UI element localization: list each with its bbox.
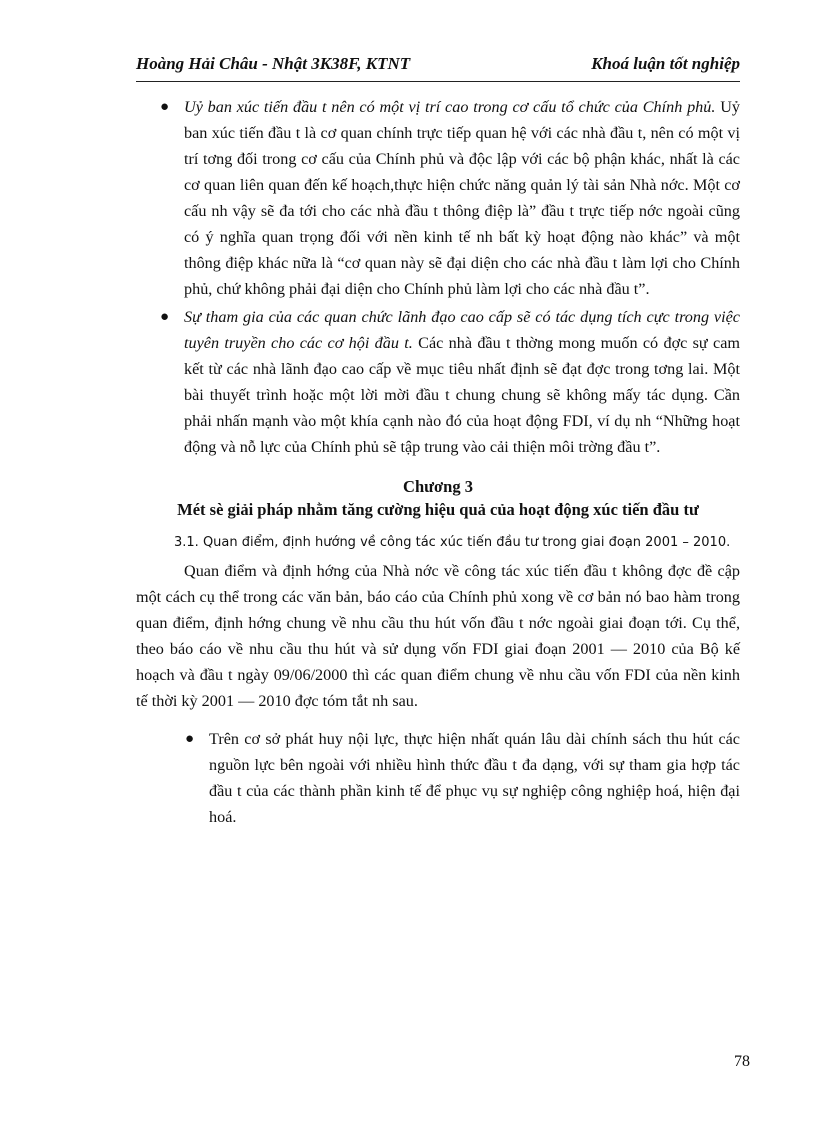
header-doc-type: Khoá luận tốt nghiệp	[591, 54, 740, 73]
bullet-icon: ●	[185, 731, 195, 747]
bullet-1-lead: Uỷ ban xúc tiến đầu t nên có một vị trí cao trong cơ cấu tổ chức của Chính phủ.	[184, 98, 716, 116]
bullet-3-text: Trên cơ sở phát huy nội lực, thực hiện nhất quán lâu dài chính sách thu hút các nguồn lực bên ngoài với nhiều hình thức đầu t đa dạng, với sự tham gia hợp tác đầu t của các thành phần kinh tế để phục vụ sự nghiệp công nghiệp hoá, hiện đại hoá.	[209, 730, 740, 826]
body-paragraph: Quan điểm và định hớng của Nhà nớc về công tác xúc tiến đầu t không đợc đề cập một cách cụ thể trong các văn bản, báo cáo của Chính phủ xong về cơ bản nó bao hàm trong quan điểm, định hớng chung về nhu cầu thu hút vốn đầu t nớc ngoài giai đoạn tới. Cụ thể, theo báo cáo về nhu cầu thu hút và sử dụng vốn FDI giai đoạn 2001 — 2010 của Bộ kế hoạch và đầu t ngày 09/06/2000 thì các quan điểm chung về nhu cầu vốn FDI của nền kinh tế thời kỳ 2001 — 2010 đợc tóm tắt nh sau.	[136, 562, 740, 710]
chapter-title: Mét sè giải pháp nhằm tăng cường hiệu quả của hoạt động xúc tiến đầu tư	[177, 500, 699, 519]
page-number: 78	[734, 1053, 750, 1070]
bullet-item-3	[136, 726, 740, 830]
bullet-item-2	[136, 304, 740, 460]
bullet-2-lead: Sự tham gia của các quan chức lãnh đạo cao cấp sẽ có tác dụng tích cực trong việc tuyên truyền cho các cơ hội đầu t.	[184, 308, 740, 352]
bullet-item-1	[136, 94, 740, 302]
bullet-2-text: Các nhà đầu t thờng mong muốn có đợc sự cam kết từ các nhà lãnh đạo cao cấp về mục tiêu nhất định sẽ đạt đợc trong tơng lai. Một bài thuyết trình hoặc một lời mời đầu t chung chung sẽ không mấy tác dụng. Cần phải nhấn mạnh vào một khía cạnh nào đó của hoạt động FDI, ví dụ nh “Những hoạt động và nỗ lực của Chính phủ sẽ tập trung vào cải thiện môi trờng đầu t”.	[184, 334, 740, 456]
section-heading: 3.1. Quan điểm, định hướng về công tác xúc tiến đầu tư trong giai đoạn 2001 – 2010.	[174, 535, 731, 550]
header-rule	[136, 81, 740, 82]
bullet-icon: ●	[160, 309, 170, 325]
page-header	[136, 50, 740, 80]
bullet-icon: ●	[160, 99, 170, 115]
header-author: Hoàng Hải Châu - Nhật 3K38F, KTNT	[136, 54, 411, 73]
chapter-label: Chương 3	[403, 477, 473, 496]
bullet-1-text: Uỷ ban xúc tiến đầu t là cơ quan chính trực tiếp quan hệ với các nhà đầu t, nên có một vị trí tơng đối trong cơ cấu của Chính phủ và độc lập với các bộ phận khác, nhất là các cơ quan liên quan đến kế hoạch,thực hiện chức năng quản lý tài sản Nhà nớc. Một cơ cấu nh vậy sẽ đa tới cho các nhà đầu t thông điệp là” đầu t trực tiếp nớc ngoài cũng có ý nghĩa quan trọng đối với nền kinh tế nh bất kỳ hoạt động nào khác” và một thông điệp khác nữa là “cơ quan này sẽ đại diện cho các nhà đầu t làm lợi cho Chính phủ, chứ không phải đại diện cho Chính phủ làm lợi cho các nhà đầu t”.	[184, 98, 740, 298]
page-body	[136, 94, 740, 830]
